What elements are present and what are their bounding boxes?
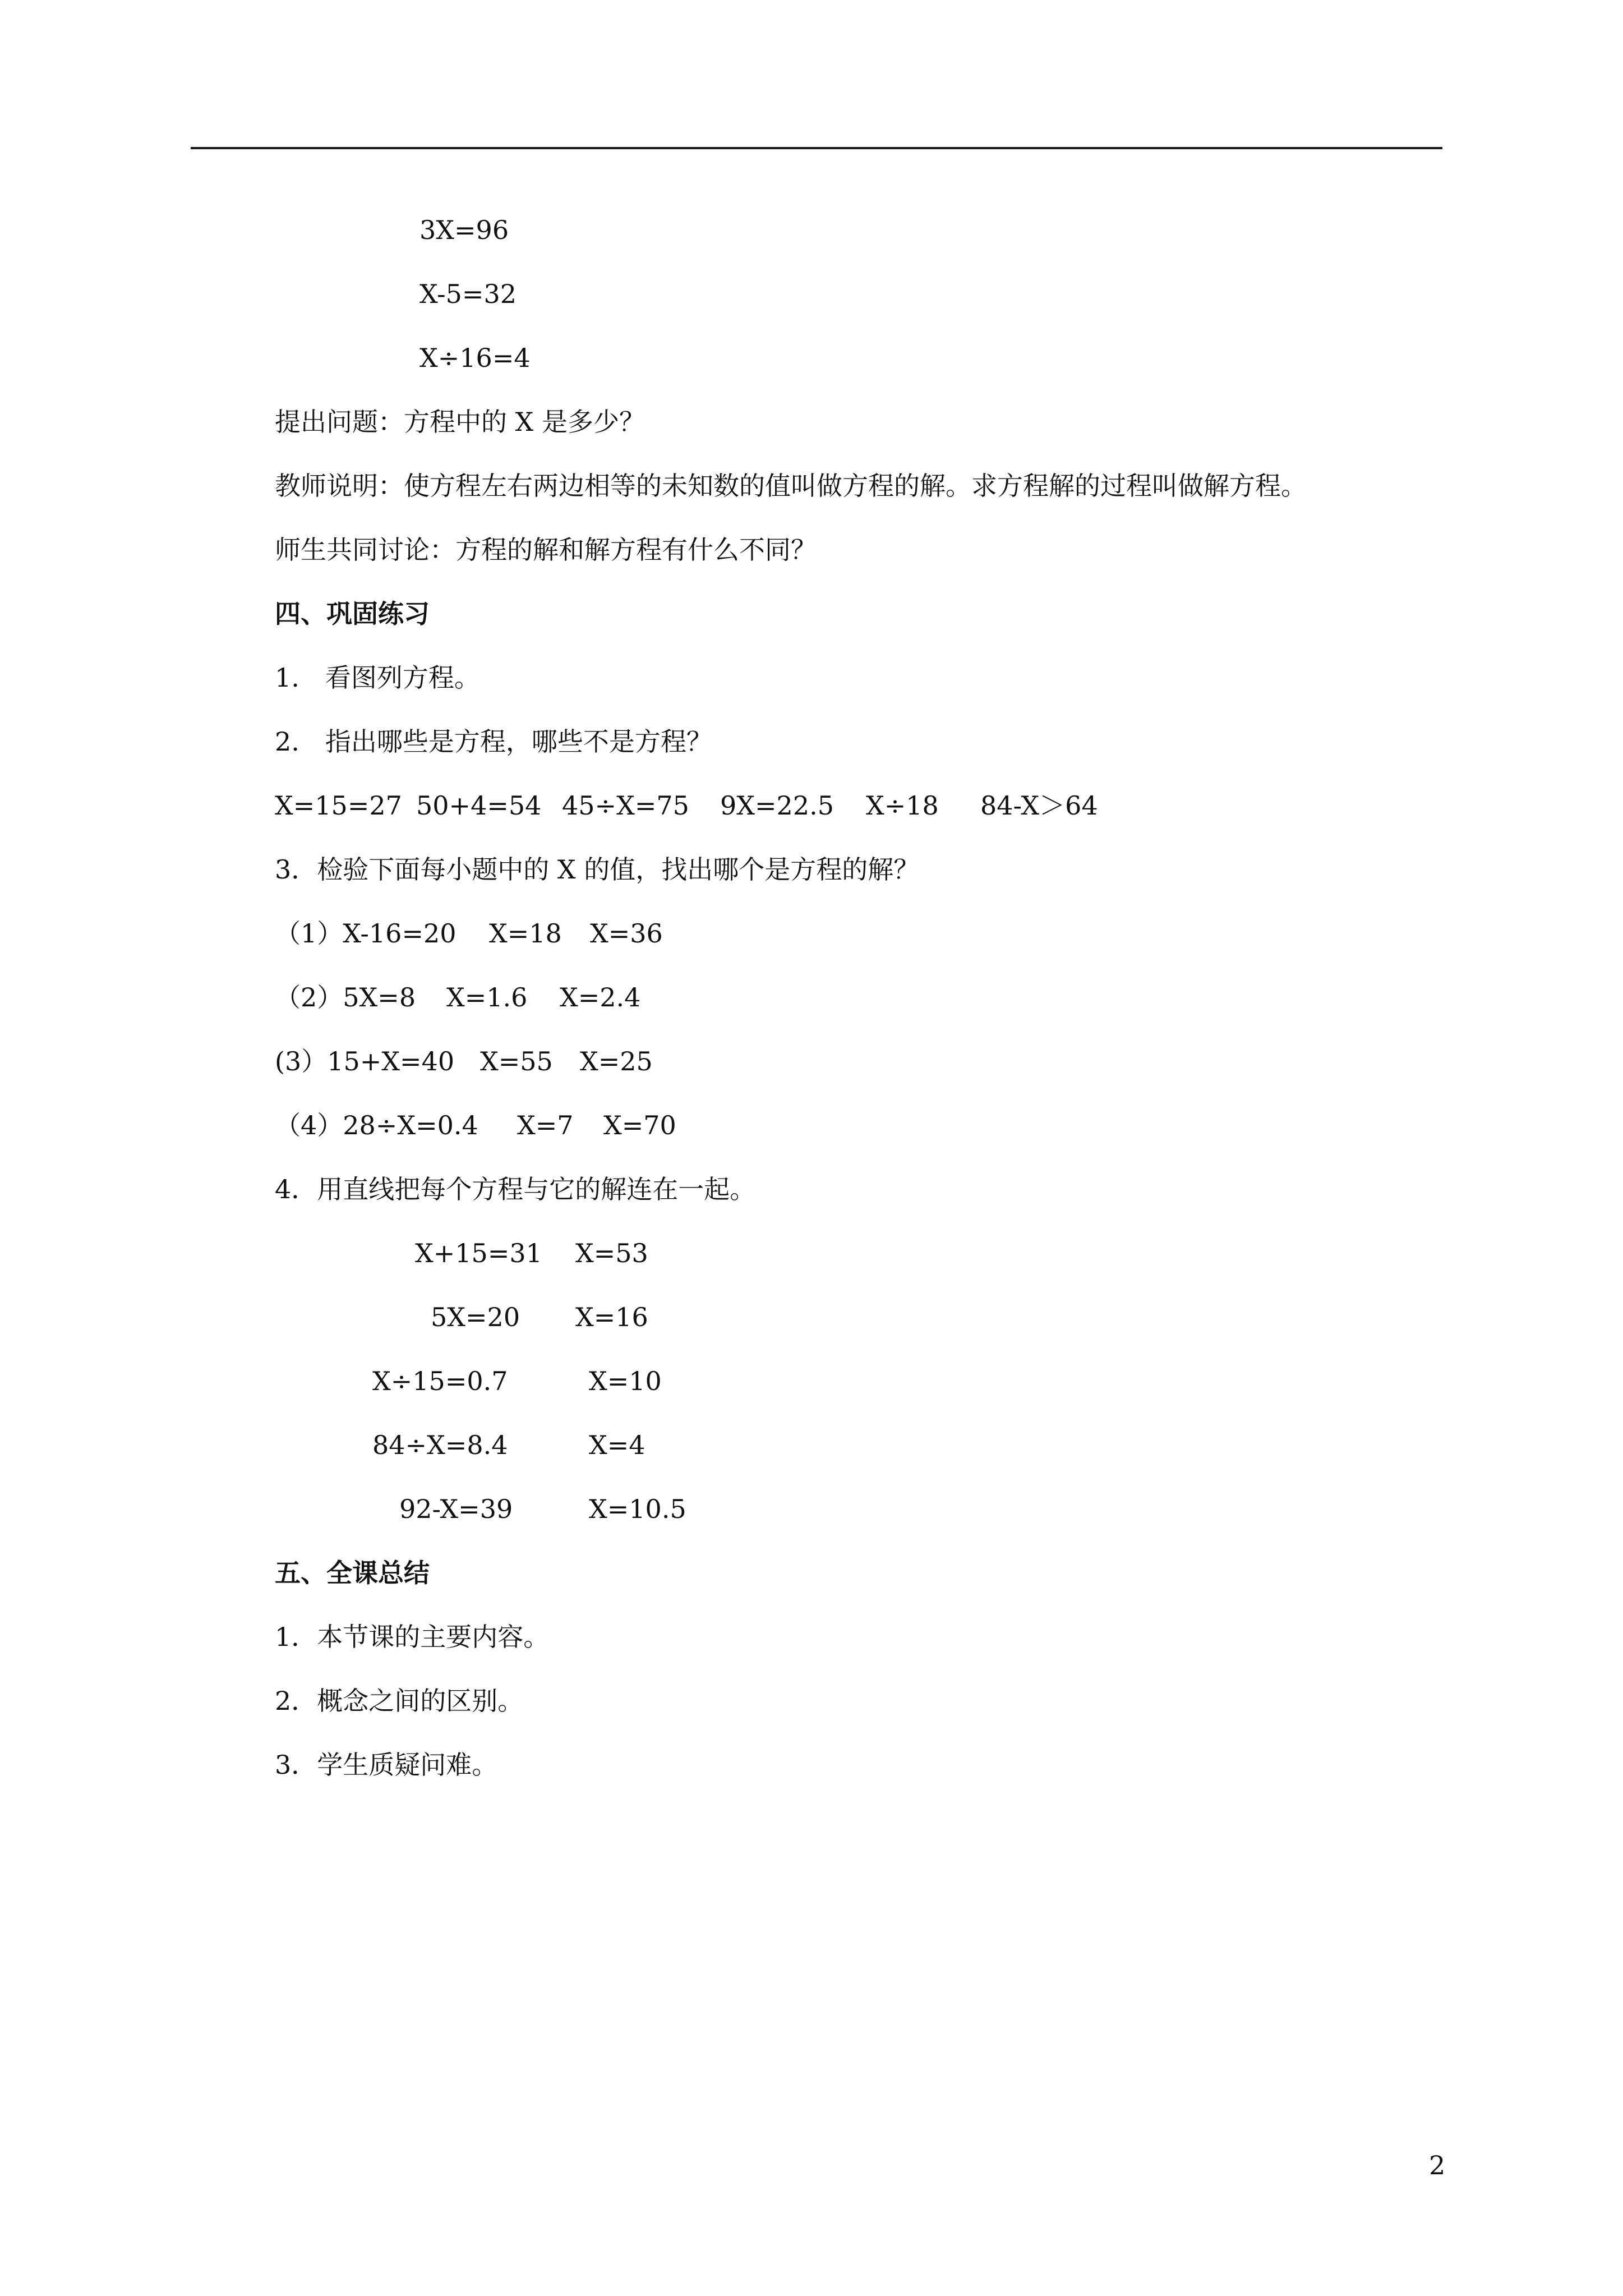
- match-solution: X=10.5: [589, 1494, 686, 1524]
- summary-item: 1．本节课的主要内容。: [275, 1622, 550, 1652]
- match-equation: 92-X=39: [399, 1494, 513, 1524]
- check-option: X=55: [480, 1046, 553, 1076]
- check-label: （4）28÷X=0.4: [275, 1110, 478, 1140]
- match-solution: X=53: [575, 1238, 648, 1268]
- check-label: （1）X-16=20: [275, 918, 457, 949]
- equation-item: 84-X＞64: [980, 790, 1098, 821]
- equation-item: X=15=27: [275, 790, 402, 821]
- exercise-item: 3．检验下面每小题中的 X 的值，找出哪个是方程的解？: [275, 854, 920, 885]
- check-option: X=18: [489, 918, 562, 949]
- match-equation: X÷15=0.7: [372, 1366, 508, 1396]
- check-option: X=1.6: [446, 982, 528, 1013]
- equation-line: 3X=96: [419, 215, 509, 245]
- equation-item: 50+4=54: [416, 790, 542, 821]
- page-number: 2: [1429, 2150, 1446, 2180]
- equation-line: X÷16=4: [419, 343, 531, 373]
- section-heading: 五、全课总结: [275, 1558, 430, 1588]
- equation-item: X÷18: [866, 790, 939, 821]
- header-rule: [191, 147, 1442, 149]
- summary-item: 2．概念之间的区别。: [275, 1686, 524, 1716]
- check-option: X=2.4: [560, 982, 641, 1013]
- question-text: 提出问题：方程中的 X 是多少？: [275, 407, 645, 437]
- match-solution: X=4: [589, 1430, 645, 1460]
- check-label: (3）15+X=40: [275, 1046, 455, 1076]
- match-solution: X=16: [575, 1302, 648, 1332]
- teacher-note: 教师说明：使方程左右两边相等的未知数的值叫做方程的解。求方程解的过程叫做解方程。: [275, 471, 1307, 501]
- equation-line: X-5=32: [419, 279, 517, 309]
- check-option: X=25: [580, 1046, 653, 1076]
- section-heading: 四、巩固练习: [275, 599, 430, 629]
- exercise-item: 2. 指出哪些是方程，哪些不是方程？: [275, 726, 712, 757]
- check-option: X=70: [603, 1110, 676, 1140]
- match-solution: X=10: [589, 1366, 662, 1396]
- equation-item: 45÷X=75: [562, 790, 689, 821]
- check-label: （2）5X=8: [275, 982, 416, 1013]
- check-option: X=7: [517, 1110, 574, 1140]
- exercise-item: 1. 看图列方程。: [275, 662, 480, 693]
- equation-item: 9X=22.5: [720, 790, 834, 821]
- exercise-item: 4．用直线把每个方程与它的解连在一起。: [275, 1174, 756, 1204]
- discussion-text: 师生共同讨论：方程的解和解方程有什么不同？: [275, 535, 817, 565]
- summary-item: 3．学生质疑问难。: [275, 1750, 498, 1780]
- match-equation: X+15=31: [415, 1238, 542, 1268]
- check-option: X=36: [590, 918, 663, 949]
- match-equation: 84÷X=8.4: [372, 1430, 508, 1460]
- match-equation: 5X=20: [431, 1302, 520, 1332]
